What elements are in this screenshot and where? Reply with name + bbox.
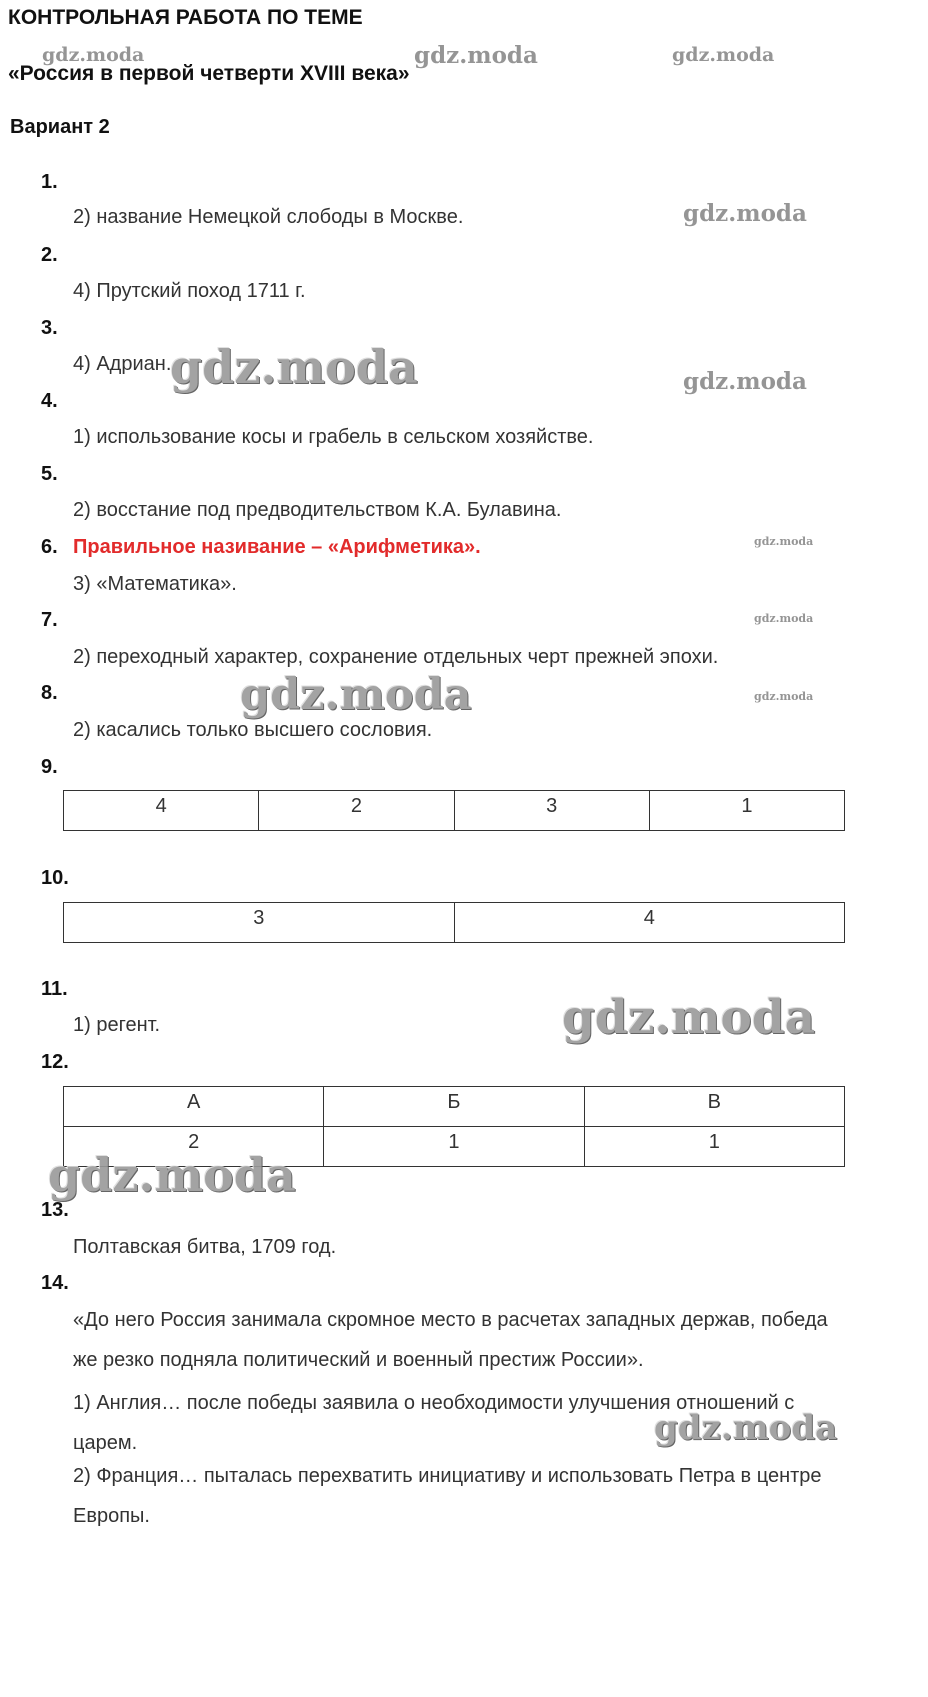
table-cell: 4: [64, 791, 259, 831]
table-cell: 4: [454, 903, 845, 943]
answer-text: 4) Адриан.: [73, 353, 172, 375]
answer-paragraph-2: 2) Франция… пыталась перехватить инициативу и использовать Петра в центре Европы.: [73, 1465, 822, 1527]
question-number: 10.: [41, 867, 69, 889]
question-number: 3.: [41, 317, 58, 339]
question-number: 5.: [41, 463, 58, 485]
answer-table-q9: [63, 790, 845, 831]
question-number: 6.: [41, 536, 58, 558]
watermark: gdz.moda: [42, 44, 145, 66]
answer-text: 1) регент.: [73, 1014, 161, 1036]
question-number: 12.: [41, 1051, 69, 1073]
table-cell: 2: [64, 1127, 324, 1167]
title-line-1: КОНТРОЛЬНАЯ РАБОТА ПО ТЕМЕ: [8, 6, 363, 29]
watermark: gdz.moda: [170, 340, 418, 394]
question-number: 13.: [41, 1199, 69, 1221]
question-number: 9.: [41, 756, 58, 778]
answer-text: Полтавская битва, 1709 год.: [73, 1236, 337, 1258]
question-number: 14.: [41, 1272, 69, 1294]
question-number: 11.: [41, 978, 68, 1000]
table-cell: 1: [649, 791, 844, 831]
watermark: gdz.moda: [654, 1408, 838, 1448]
answer-text: 2) касались только высшего сословия.: [73, 719, 433, 741]
title-line-2: «Россия в первой четверти XVIII века»: [8, 62, 410, 85]
answer-text: 1) использование косы и грабель в сельском хозяйстве.: [73, 426, 594, 448]
answer-text: 4) Прутский поход 1711 г.: [73, 280, 306, 302]
answer-text: 2) переходный характер, сохранение отдельных черт прежней эпохи.: [73, 646, 719, 668]
question-number: 1.: [41, 171, 58, 193]
question-number: 7.: [41, 609, 58, 631]
answer-text: 2) восстание под предводительством К.А. Булавина.: [73, 499, 562, 521]
answer-table-q10: [63, 902, 845, 943]
watermark: gdz.moda: [683, 368, 807, 395]
watermark: gdz.moda: [683, 200, 807, 227]
table-cell: 3: [64, 903, 455, 943]
variant-label: Вариант 2: [10, 116, 110, 138]
table-cell: 2: [259, 791, 454, 831]
table-header-cell: А: [64, 1087, 324, 1127]
table-header-cell: Б: [324, 1087, 584, 1127]
watermark: gdz.moda: [414, 42, 538, 69]
question-number: 8.: [41, 682, 58, 704]
watermark: gdz.moda: [754, 612, 814, 625]
table-header-cell: В: [584, 1087, 844, 1127]
question-number: 2.: [41, 244, 58, 266]
correction-note: Правильное називание – «Арифметика».: [73, 536, 481, 558]
watermark: gdz.moda: [672, 44, 775, 66]
table-cell: 3: [454, 791, 649, 831]
table-cell: 1: [584, 1127, 844, 1167]
answer-text: 2) название Немецкой слободы в Москве.: [73, 206, 464, 228]
watermark: gdz.moda: [48, 1148, 296, 1202]
watermark: gdz.moda: [562, 990, 816, 1045]
watermark: gdz.moda: [754, 535, 814, 548]
question-number: 4.: [41, 390, 58, 412]
table-cell: 1: [324, 1127, 584, 1167]
watermark: gdz.moda: [754, 690, 814, 703]
watermark: gdz.moda: [240, 670, 472, 720]
answer-text: 3) «Математика».: [73, 573, 237, 595]
answer-paragraph-1: 1) Англия… после победы заявила о необходимости улучшения отношений с царем.: [73, 1392, 795, 1454]
quote-text: «До него Россия занимала скромное место в расчетах западных держав, победа же резко подняла политический и военный престиж России».: [73, 1309, 828, 1371]
